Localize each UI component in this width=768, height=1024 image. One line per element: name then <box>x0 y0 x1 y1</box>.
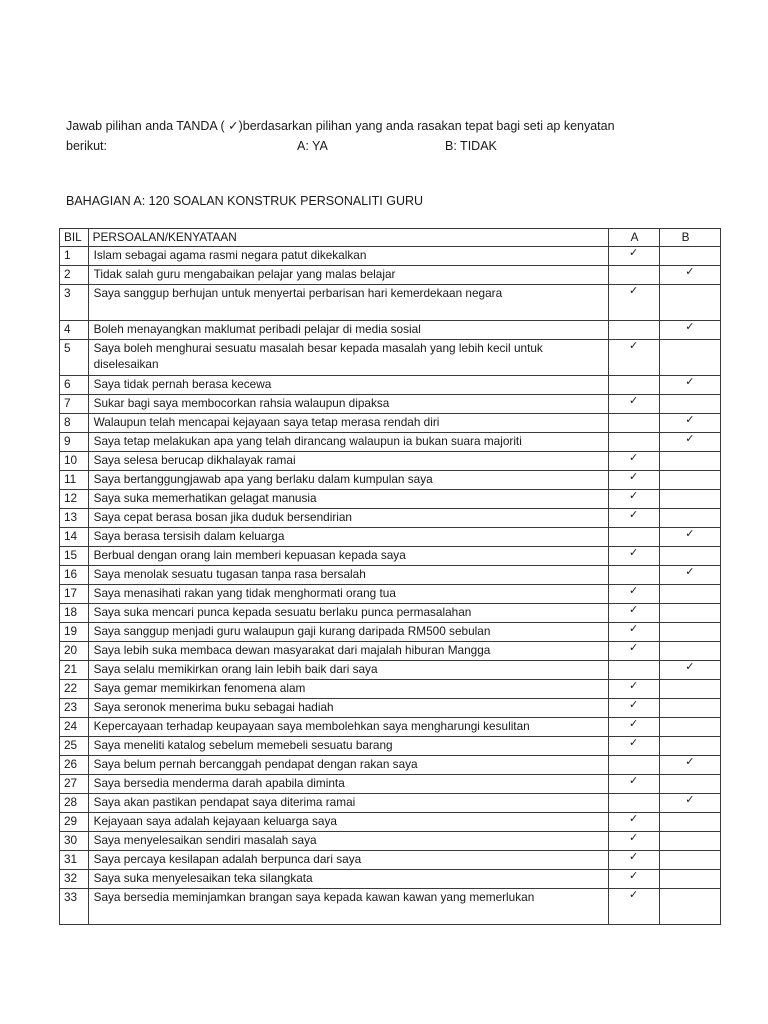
row-number: 11 <box>60 471 89 490</box>
answer-a-cell <box>608 870 659 889</box>
answer-b-cell <box>659 870 720 889</box>
answer-b-cell <box>659 642 720 661</box>
answer-a-cell <box>608 642 659 661</box>
table-row <box>60 285 721 321</box>
check-mark-icon: ✓ <box>629 509 639 521</box>
check-mark-icon: ✓ <box>629 452 639 464</box>
question-text: Saya sanggup menjadi guru walaupun gaji kurang daripada RM500 sebulan <box>88 623 608 642</box>
check-mark-icon: ✓ <box>629 870 639 882</box>
answer-b-cell <box>659 414 720 433</box>
answer-a-cell <box>608 661 659 680</box>
question-text: Saya suka memerhatikan gelagat manusia <box>88 490 608 509</box>
table-row <box>60 604 721 623</box>
table-row <box>60 661 721 680</box>
questionnaire-table <box>59 228 721 925</box>
table-row <box>60 566 721 585</box>
table-header-row <box>60 229 721 247</box>
question-text: Saya boleh menghurai sesuatu masalah besar kepada masalah yang lebih kecil untuk diselesaikan <box>88 340 608 376</box>
instructions <box>66 116 746 156</box>
question-text: Saya suka menyelesaikan teka silangkata <box>88 870 608 889</box>
row-number: 24 <box>60 718 89 737</box>
table-row <box>60 680 721 699</box>
answer-a-cell <box>608 566 659 585</box>
question-text: Kejayaan saya adalah kejayaan keluarga saya <box>88 813 608 832</box>
table-row <box>60 452 721 471</box>
question-text: Saya menolak sesuatu tugasan tanpa rasa bersalah <box>88 566 608 585</box>
row-number: 2 <box>60 266 89 285</box>
table-row <box>60 870 721 889</box>
answer-b-cell <box>659 395 720 414</box>
row-number: 20 <box>60 642 89 661</box>
row-number: 31 <box>60 851 89 870</box>
instruction-prefix: berikut: <box>66 139 107 153</box>
check-mark-icon: ✓ <box>629 775 639 787</box>
table-row <box>60 528 721 547</box>
check-mark-icon: ✓ <box>629 699 639 711</box>
table-row <box>60 851 721 870</box>
table-row <box>60 547 721 566</box>
table-row <box>60 718 721 737</box>
answer-b-cell <box>659 509 720 528</box>
header-a: A <box>608 229 659 247</box>
table-row <box>60 585 721 604</box>
answer-a-cell <box>608 509 659 528</box>
check-mark-icon: ✓ <box>629 395 639 407</box>
answer-b-cell <box>659 604 720 623</box>
row-number: 28 <box>60 794 89 813</box>
option-a-label: A: YA <box>297 139 328 153</box>
answer-b-cell <box>659 889 720 925</box>
row-number: 5 <box>60 340 89 376</box>
check-mark-icon: ✓ <box>629 642 639 654</box>
answer-a-cell <box>608 851 659 870</box>
instruction-options-row <box>66 136 746 156</box>
row-number: 19 <box>60 623 89 642</box>
answer-a-cell <box>608 247 659 266</box>
check-mark-icon: ✓ <box>629 247 639 259</box>
answer-a-cell <box>608 718 659 737</box>
option-b-label: B: TIDAK <box>445 139 497 153</box>
check-mark-icon: ✓ <box>629 889 639 901</box>
answer-a-cell <box>608 414 659 433</box>
row-number: 16 <box>60 566 89 585</box>
question-text: Saya selesa berucap dikhalayak ramai <box>88 452 608 471</box>
answer-a-cell <box>608 680 659 699</box>
table-row <box>60 813 721 832</box>
check-mark-icon: ✓ <box>629 585 639 597</box>
check-mark-icon: ✓ <box>629 471 639 483</box>
question-text: Saya tetap melakukan apa yang telah dirancang walaupun ia bukan suara majoriti <box>88 433 608 452</box>
answer-b-cell <box>659 756 720 775</box>
answer-b-cell <box>659 661 720 680</box>
answer-b-cell <box>659 321 720 340</box>
row-number: 3 <box>60 285 89 321</box>
answer-a-cell <box>608 889 659 925</box>
question-text: Saya bersedia meminjamkan brangan saya kepada kawan kawan yang memerlukan <box>88 889 608 925</box>
table-row <box>60 376 721 395</box>
table-row <box>60 247 721 266</box>
table-row <box>60 509 721 528</box>
table-row <box>60 471 721 490</box>
answer-b-cell <box>659 433 720 452</box>
answer-b-cell <box>659 680 720 699</box>
row-number: 15 <box>60 547 89 566</box>
question-text: Saya bertanggungjawab apa yang berlaku dalam kumpulan saya <box>88 471 608 490</box>
answer-b-cell <box>659 452 720 471</box>
row-number: 33 <box>60 889 89 925</box>
answer-b-cell <box>659 813 720 832</box>
answer-b-cell <box>659 718 720 737</box>
row-number: 1 <box>60 247 89 266</box>
answer-b-cell <box>659 471 720 490</box>
check-mark-icon: ✓ <box>685 756 695 768</box>
question-text: Saya tidak pernah berasa kecewa <box>88 376 608 395</box>
answer-b-cell <box>659 851 720 870</box>
answer-b-cell <box>659 832 720 851</box>
answer-b-cell <box>659 247 720 266</box>
answer-b-cell <box>659 285 720 321</box>
answer-a-cell <box>608 340 659 376</box>
row-number: 26 <box>60 756 89 775</box>
row-number: 22 <box>60 680 89 699</box>
answer-b-cell <box>659 566 720 585</box>
row-number: 30 <box>60 832 89 851</box>
question-text: Berbual dengan orang lain memberi kepuasan kepada saya <box>88 547 608 566</box>
instruction-line: Jawab pilihan anda TANDA ( ✓)berdasarkan pilihan yang anda rasakan tepat bagi seti ap kenyatan <box>66 119 615 133</box>
check-mark-icon: ✓ <box>629 340 639 352</box>
answer-b-cell <box>659 266 720 285</box>
header-question: PERSOALAN/KENYATAAN <box>88 229 608 247</box>
answer-b-cell <box>659 775 720 794</box>
question-text: Saya menyelesaikan sendiri masalah saya <box>88 832 608 851</box>
check-mark-icon: ✓ <box>685 414 695 426</box>
answer-a-cell <box>608 813 659 832</box>
question-text: Sukar bagi saya membocorkan rahsia walaupun dipaksa <box>88 395 608 414</box>
question-text: Saya menasihati rakan yang tidak menghormati orang tua <box>88 585 608 604</box>
table-row <box>60 642 721 661</box>
row-number: 4 <box>60 321 89 340</box>
table-row <box>60 414 721 433</box>
answer-a-cell <box>608 604 659 623</box>
answer-a-cell <box>608 433 659 452</box>
question-text: Saya bersedia menderma darah apabila diminta <box>88 775 608 794</box>
question-text: Kepercayaan terhadap keupayaan saya membolehkan saya mengharungi kesulitan <box>88 718 608 737</box>
row-number: 17 <box>60 585 89 604</box>
check-mark-icon: ✓ <box>629 490 639 502</box>
row-number: 9 <box>60 433 89 452</box>
answer-a-cell <box>608 832 659 851</box>
question-text: Walaupun telah mencapai kejayaan saya tetap merasa rendah diri <box>88 414 608 433</box>
question-text: Boleh menayangkan maklumat peribadi pelajar di media sosial <box>88 321 608 340</box>
table-row <box>60 737 721 756</box>
question-text: Saya cepat berasa bosan jika duduk bersendirian <box>88 509 608 528</box>
answer-a-cell <box>608 266 659 285</box>
row-number: 6 <box>60 376 89 395</box>
answer-a-cell <box>608 547 659 566</box>
header-b: B <box>659 229 720 247</box>
check-mark-icon: ✓ <box>685 321 695 333</box>
answer-a-cell <box>608 775 659 794</box>
row-number: 8 <box>60 414 89 433</box>
check-mark-icon: ✓ <box>685 433 695 445</box>
section-title: BAHAGIAN A: 120 SOALAN KONSTRUK PERSONALITI GURU <box>66 194 424 208</box>
table-row <box>60 699 721 718</box>
answer-a-cell <box>608 623 659 642</box>
answer-b-cell <box>659 585 720 604</box>
table-row <box>60 321 721 340</box>
row-number: 32 <box>60 870 89 889</box>
check-mark-icon: ✓ <box>629 851 639 863</box>
question-text: Saya percaya kesilapan adalah berpunca dari saya <box>88 851 608 870</box>
answer-b-cell <box>659 699 720 718</box>
answer-b-cell <box>659 623 720 642</box>
check-mark-icon: ✓ <box>629 604 639 616</box>
answer-a-cell <box>608 490 659 509</box>
check-mark-icon: ✓ <box>629 813 639 825</box>
answer-a-cell <box>608 794 659 813</box>
answer-b-cell <box>659 490 720 509</box>
question-text: Saya seronok menerima buku sebagai hadiah <box>88 699 608 718</box>
answer-a-cell <box>608 699 659 718</box>
row-number: 12 <box>60 490 89 509</box>
check-mark-icon: ✓ <box>629 718 639 730</box>
table-row <box>60 775 721 794</box>
answer-b-cell <box>659 528 720 547</box>
table-row <box>60 340 721 376</box>
question-text: Saya akan pastikan pendapat saya diterima ramai <box>88 794 608 813</box>
row-number: 23 <box>60 699 89 718</box>
check-mark-icon: ✓ <box>629 285 639 297</box>
answer-a-cell <box>608 756 659 775</box>
check-mark-icon: ✓ <box>685 528 695 540</box>
row-number: 10 <box>60 452 89 471</box>
table-row <box>60 623 721 642</box>
row-number: 27 <box>60 775 89 794</box>
check-mark-icon: ✓ <box>629 680 639 692</box>
answer-a-cell <box>608 452 659 471</box>
row-number: 21 <box>60 661 89 680</box>
header-bil: BIL <box>60 229 89 247</box>
answer-b-cell <box>659 340 720 376</box>
question-text: Saya suka mencari punca kepada sesuatu berlaku punca permasalahan <box>88 604 608 623</box>
row-number: 14 <box>60 528 89 547</box>
answer-a-cell <box>608 528 659 547</box>
check-mark-icon: ✓ <box>685 661 695 673</box>
row-number: 13 <box>60 509 89 528</box>
row-number: 7 <box>60 395 89 414</box>
answer-a-cell <box>608 471 659 490</box>
question-text: Islam sebagai agama rasmi negara patut dikekalkan <box>88 247 608 266</box>
answer-b-cell <box>659 737 720 756</box>
table-row <box>60 266 721 285</box>
answer-a-cell <box>608 321 659 340</box>
table-row <box>60 889 721 925</box>
check-mark-icon: ✓ <box>685 266 695 278</box>
table-row <box>60 395 721 414</box>
table-body <box>60 247 721 925</box>
check-mark-icon: ✓ <box>685 794 695 806</box>
row-number: 18 <box>60 604 89 623</box>
question-text: Saya belum pernah bercanggah pendapat dengan rakan saya <box>88 756 608 775</box>
answer-a-cell <box>608 285 659 321</box>
answer-b-cell <box>659 547 720 566</box>
question-text: Saya berasa tersisih dalam keluarga <box>88 528 608 547</box>
check-mark-icon: ✓ <box>629 832 639 844</box>
question-text: Saya sanggup berhujan untuk menyertai perbarisan hari kemerdekaan negara <box>88 285 608 321</box>
answer-b-cell <box>659 376 720 395</box>
check-mark-icon: ✓ <box>685 566 695 578</box>
answer-a-cell <box>608 585 659 604</box>
table-row <box>60 832 721 851</box>
row-number: 25 <box>60 737 89 756</box>
answer-a-cell <box>608 737 659 756</box>
table-row <box>60 794 721 813</box>
question-text: Saya meneliti katalog sebelum memebeli sesuatu barang <box>88 737 608 756</box>
question-text: Saya gemar memikirkan fenomena alam <box>88 680 608 699</box>
check-mark-icon: ✓ <box>629 623 639 635</box>
table-row <box>60 490 721 509</box>
answer-a-cell <box>608 395 659 414</box>
check-mark-icon: ✓ <box>685 376 695 388</box>
answer-a-cell <box>608 376 659 395</box>
table-row <box>60 433 721 452</box>
question-text: Saya selalu memikirkan orang lain lebih baik dari saya <box>88 661 608 680</box>
question-text: Tidak salah guru mengabaikan pelajar yang malas belajar <box>88 266 608 285</box>
answer-b-cell <box>659 794 720 813</box>
row-number: 29 <box>60 813 89 832</box>
table-row <box>60 756 721 775</box>
question-text: Saya lebih suka membaca dewan masyarakat dari majalah hiburan Mangga <box>88 642 608 661</box>
check-mark-icon: ✓ <box>629 737 639 749</box>
check-mark-icon: ✓ <box>629 547 639 559</box>
